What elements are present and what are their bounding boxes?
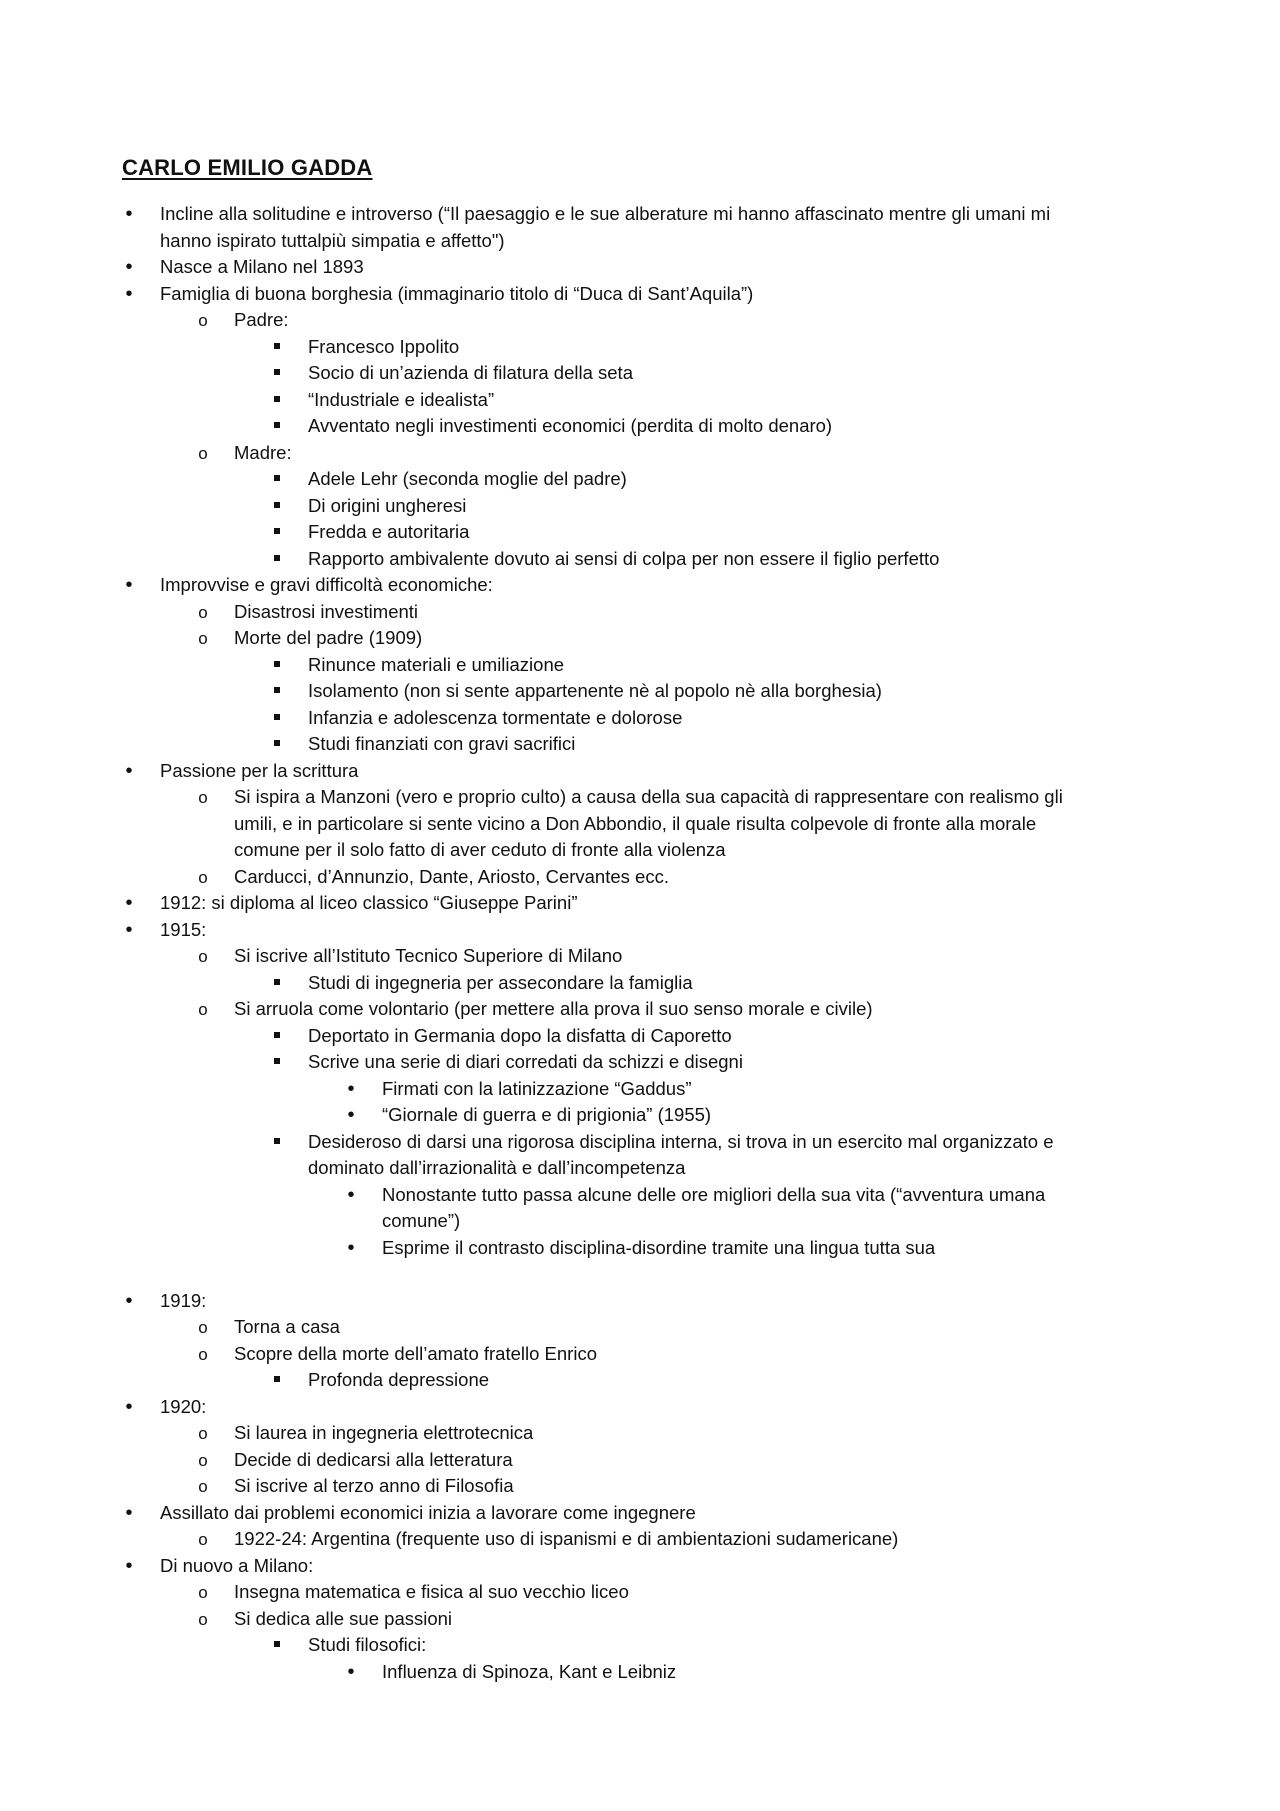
list-marker-icon (270, 1023, 284, 1050)
list-item-text: Francesco Ippolito (308, 335, 460, 357)
list-item-text: Isolamento (non si sente appartenente nè al popolo nè alla borghesia) (308, 680, 882, 701)
list-item-text: Si iscrive al terzo anno di Filosofia (234, 1475, 514, 1496)
list-item-text: “Industriale e idealista” (308, 388, 495, 410)
list-marker-icon (270, 1129, 284, 1156)
list-marker-icon (270, 546, 284, 573)
list-item-text: Si iscrive all’Istituto Tecnico Superiore di Milano (234, 945, 623, 966)
list-marker-icon (122, 201, 136, 228)
list-item (196, 1314, 1092, 1341)
list-item (122, 1394, 1092, 1421)
list-item-text: Torna a casa (234, 1316, 340, 1337)
list-item (270, 334, 1092, 361)
list-item (196, 864, 1092, 891)
list-item (270, 1632, 1092, 1659)
list-marker-icon (196, 440, 210, 468)
list-item-text: Si arruola come volontario (per mettere alla prova il suo senso morale e civile) (234, 998, 873, 1019)
list-marker-icon (196, 1341, 210, 1369)
list-item-text: Padre: (234, 309, 289, 330)
list-item-text: Firmati con la latinizzazione “Gaddus” (382, 1077, 692, 1099)
list-marker-icon (196, 307, 210, 335)
list-item (196, 599, 1092, 626)
list-item-text: Scopre della morte dell’amato fratello Enrico (234, 1342, 597, 1364)
list-marker-icon (196, 1473, 210, 1501)
list-item (270, 731, 1092, 758)
list-item (344, 1659, 1092, 1686)
list-marker-icon (196, 625, 210, 653)
list-marker-icon (270, 652, 284, 679)
list-item (122, 1553, 1092, 1580)
list-item (196, 625, 1092, 652)
list-item-text: Incline alla solitudine e introverso (“Il paesaggio e le sue alberature mi hanno affascinato mentre gli umani mi hanno ispirato tuttalpiù simpatia e affetto") (160, 203, 1051, 251)
list-item (122, 1288, 1092, 1315)
list-item-text: Adele Lehr (seconda moglie del padre) (308, 468, 627, 489)
list-item-text: Scrive una serie di diari corredati da schizzi e disegni (308, 1051, 743, 1072)
list-item (196, 1606, 1092, 1633)
list-item (196, 307, 1092, 334)
list-item-text: Infanzia e adolescenza tormentate e dolorose (308, 706, 683, 728)
list-marker-icon (270, 1632, 284, 1659)
list-marker-icon (270, 493, 284, 520)
list-marker-icon (122, 1394, 136, 1421)
list-item (344, 1182, 1092, 1235)
list-item-text: Esprime il contrasto disciplina-disordine tramite una lingua tutta sua (382, 1236, 936, 1258)
list-item (270, 387, 1092, 414)
list-item (122, 890, 1092, 917)
list-marker-icon (196, 943, 210, 971)
list-item-text: Rinunce materiali e umiliazione (308, 653, 565, 675)
list-item (270, 1129, 1092, 1182)
list-item (270, 519, 1092, 546)
list-item-text: Morte del padre (1909) (234, 627, 423, 648)
list-marker-icon (196, 1526, 210, 1554)
list-item-text: Madre: (234, 441, 292, 463)
list-item (196, 996, 1092, 1023)
list-item (270, 493, 1092, 520)
list-item-text: Famiglia di buona borghesia (immaginario titolo di “Duca di Sant’Aquila”) (160, 282, 754, 304)
list-item-text: Insegna matematica e fisica al suo vecchio liceo (234, 1581, 629, 1602)
list-item-text: Socio di un’azienda di filatura della seta (308, 362, 633, 383)
list-item-text: Avventato negli investimenti economici (perdita di molto denaro) (308, 415, 833, 436)
list-item-text: 1920: (160, 1395, 207, 1417)
list-item (344, 1076, 1092, 1103)
list-item-text: 1915: (160, 918, 207, 940)
list-marker-icon (122, 917, 136, 944)
list-item (122, 281, 1092, 308)
list-marker-icon (270, 413, 284, 440)
list-marker-icon (196, 1314, 210, 1342)
list-item (270, 678, 1092, 705)
list-marker-icon (270, 678, 284, 705)
list-marker-icon (122, 572, 136, 599)
list-item (196, 943, 1092, 970)
list-item-text: 1912: si diploma al liceo classico “Giuseppe Parini” (160, 892, 578, 913)
list-item (122, 572, 1092, 599)
list-item (270, 413, 1092, 440)
list-marker-icon (270, 731, 284, 758)
page-title: CARLO EMILIO GADDA (122, 155, 373, 180)
list-item-text: Assillato dai problemi economici inizia a lavorare come ingegnere (160, 1501, 696, 1523)
list-item (270, 652, 1092, 679)
list-marker-icon (270, 387, 284, 414)
list-item-text: 1919: (160, 1289, 207, 1311)
list-marker-icon (122, 1288, 136, 1315)
list-item (270, 1023, 1092, 1050)
list-item-text: 1922-24: Argentina (frequente uso di ispanismi e di ambientazioni sudamericane) (234, 1528, 899, 1549)
list-item (344, 1102, 1092, 1129)
list-marker-icon (196, 1606, 210, 1634)
list-marker-icon (122, 1553, 136, 1580)
list-marker-icon (196, 1420, 210, 1448)
list-marker-icon (122, 890, 136, 917)
list-item (196, 1341, 1092, 1368)
list-marker-icon (196, 599, 210, 627)
list-marker-icon (344, 1102, 358, 1129)
list-marker-icon (270, 519, 284, 546)
list-marker-icon (122, 1500, 136, 1527)
list-item-text: Disastrosi investimenti (234, 600, 419, 622)
list-marker-icon (270, 705, 284, 732)
list-item-text: Nasce a Milano nel 1893 (160, 256, 364, 277)
list-item (344, 1235, 1092, 1262)
list-item (196, 1447, 1092, 1474)
list-marker-icon (270, 360, 284, 387)
list-marker-icon (270, 1367, 284, 1394)
list-item-text: Deportato in Germania dopo la disfatta di Caporetto (308, 1024, 732, 1046)
list-item (122, 201, 1092, 254)
list-marker-icon (344, 1659, 358, 1686)
list-marker-icon (196, 864, 210, 892)
list-item (196, 1579, 1092, 1606)
list-item (122, 758, 1092, 785)
list-item (122, 917, 1092, 944)
list-marker-icon (122, 254, 136, 281)
list-item-text: Nonostante tutto passa alcune delle ore migliori della sua vita (“avventura umana comune”) (382, 1183, 1046, 1231)
list-item-text: Si dedica alle sue passioni (234, 1607, 453, 1629)
list-item-text: Si laurea in ingegneria elettrotecnica (234, 1422, 534, 1443)
list-marker-icon (122, 281, 136, 308)
list-marker-icon (344, 1235, 358, 1262)
list-item-text: Di nuovo a Milano: (160, 1554, 314, 1576)
list-item (270, 546, 1092, 573)
list-item (270, 360, 1092, 387)
list-marker-icon (196, 1447, 210, 1475)
list-marker-icon (270, 466, 284, 493)
list-marker-icon (196, 996, 210, 1024)
list-item (196, 1526, 1092, 1553)
list-item (196, 784, 1092, 864)
list-marker-icon (344, 1076, 358, 1103)
list-item-text: Rapporto ambivalente dovuto ai sensi di colpa per non essere il figlio perfetto (308, 547, 940, 569)
list-item-text: Improvvise e gravi difficoltà economiche: (160, 574, 493, 595)
list-item-text: “Giornale di guerra e di prigionia” (1955) (382, 1104, 712, 1125)
list-item-text: Decide di dedicarsi alla letteratura (234, 1448, 513, 1470)
list-item (196, 1420, 1092, 1447)
list-item-text: Fredda e autoritaria (308, 521, 470, 542)
list-item (270, 970, 1092, 997)
list-item (122, 1500, 1092, 1527)
list-marker-icon (344, 1182, 358, 1209)
list-marker-icon (270, 1049, 284, 1076)
list-item-text: Influenza di Spinoza, Kant e Leibniz (382, 1660, 677, 1682)
list-item-text: Carducci, d’Annunzio, Dante, Ariosto, Cervantes ecc. (234, 865, 669, 887)
list-marker-icon (270, 970, 284, 997)
list-marker-icon (196, 1579, 210, 1607)
list-item-text: Si ispira a Manzoni (vero e proprio culto) a causa della sua capacità di rappresentare con realismo gli umili, e in particolare si sente vicino a Don Abbondio, il quale risulta colpevole di fronte alla morale comune per il solo fatto di aver ceduto di fronte alla violenza (234, 786, 1063, 860)
list-item (270, 1367, 1092, 1394)
list-item-text: Studi filosofici: (308, 1634, 427, 1655)
list-item-text: Profonda depressione (308, 1369, 490, 1390)
list-item-text: Di origini ungheresi (308, 494, 467, 516)
list-item (270, 466, 1092, 493)
list-item (196, 440, 1092, 467)
list-item (122, 254, 1092, 281)
list-item (270, 705, 1092, 732)
list-marker-icon (270, 334, 284, 361)
list-item-text: Desideroso di darsi una rigorosa disciplina interna, si trova in un esercito mal organizzato e dominato dall’irrazionalità e dall’incompetenza (308, 1130, 1054, 1178)
list-item (196, 1473, 1092, 1500)
list-item-text: Studi finanziati con gravi sacrifici (308, 733, 576, 754)
list-marker-icon (196, 784, 210, 812)
list-item (270, 1049, 1092, 1076)
list-item-text: Studi di ingegneria per assecondare la famiglia (308, 971, 693, 993)
list-marker-icon (122, 758, 136, 785)
list-item-text: Passione per la scrittura (160, 759, 359, 781)
